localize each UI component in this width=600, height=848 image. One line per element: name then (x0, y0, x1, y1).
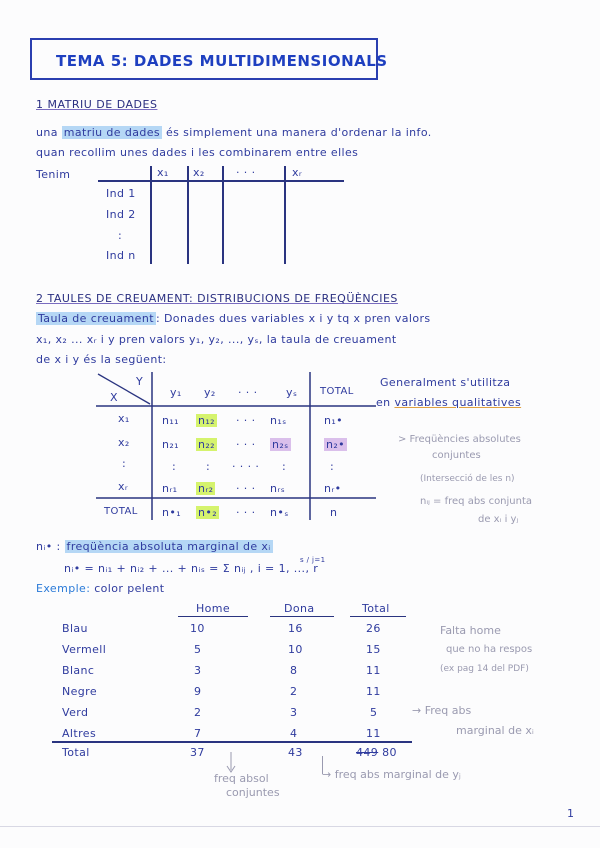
ex-total-total: 80 (382, 746, 397, 759)
sum-limits: s / j=1 (300, 556, 326, 564)
ex-cell: 11 (366, 664, 381, 677)
ex-cell: 9 (194, 685, 202, 698)
ct-cell-total-highlight: n₂• (326, 438, 346, 451)
note-falta-2: que no ha respos (446, 644, 533, 655)
ex-total-rule (52, 741, 412, 743)
note-falta-1: Falta home (440, 624, 501, 637)
ex-head-rule-home (178, 616, 248, 617)
ex-head-total: Total (362, 602, 390, 615)
ct-cell: : (206, 460, 211, 473)
side-note-line2 (376, 396, 521, 409)
example-subject: color pelent (94, 582, 165, 595)
ex-cell: 2 (194, 706, 202, 719)
ct-head-total: TOTAL (320, 386, 354, 397)
ex-cell: 7 (194, 727, 202, 740)
section2-intro-b: x₁, x₂ ... xᵣ i y pren valors y₁, y₂, ..., yₛ, la taula de creuament (36, 333, 397, 346)
freq-note-5: de xᵢ i yⱼ (478, 514, 519, 525)
ct-row-xr-label: xᵣ (118, 480, 129, 493)
example-line (36, 582, 164, 595)
ex-cell: 2 (290, 685, 298, 698)
page-number: 1 (567, 807, 574, 820)
ex-cell: 5 (194, 643, 202, 656)
ex-row-label: Blau (62, 622, 88, 635)
ex-total-dona: 43 (288, 746, 303, 759)
ex-head-rule-total (350, 616, 406, 617)
ex-total-home: 37 (190, 746, 205, 759)
freq-note-1: > Freqüències absolutes (398, 434, 521, 445)
section1-line1 (36, 126, 432, 139)
matrix-header-rule (98, 180, 344, 182)
ct-cell: · · · (236, 438, 256, 451)
section2-intro-a (36, 312, 431, 325)
side-note-line1: Generalment s'utilitza (380, 376, 511, 389)
example-label: Exemple: (36, 582, 91, 595)
ex-total-label: Total (62, 746, 90, 759)
corner-y: Y (136, 375, 144, 388)
ex-cell: 16 (288, 622, 303, 635)
ct-cell-highlight: n•₂ (198, 506, 218, 519)
ct-row-total-label: TOTAL (104, 506, 138, 517)
note-conjunta-2: conjuntes (226, 786, 280, 799)
ct-cell: n₁₁ (162, 414, 179, 427)
matriu-highlight: matriu de dades (63, 126, 161, 139)
matrix-row-ind2: Ind 2 (106, 208, 136, 221)
section1-heading: 1 MATRIU DE DADES (36, 98, 158, 111)
variables-qualitatives: variables qualitatives (394, 396, 522, 409)
ct-cell: : (172, 460, 177, 473)
ct-head-dots: · · · (238, 386, 258, 399)
ct-cell: nᵣₛ (270, 482, 286, 495)
taula-creuament-highlight: Taula de creuament (38, 312, 154, 325)
ct-cell: n•₁ (162, 506, 182, 519)
note-marginal-y: → freq abs marginal de yⱼ (322, 768, 461, 781)
def-term: nᵢ• : (36, 540, 61, 553)
note-falta-3: (ex pag 14 del PDF) (440, 664, 529, 674)
ct-cell: · · · (236, 414, 256, 427)
freq-note-2: conjuntes (432, 450, 481, 461)
ex-cell: 3 (194, 664, 202, 677)
matrix-row-dots: : (118, 229, 123, 242)
ct-cell: · · · (236, 482, 256, 495)
ct-cell: n•ₛ (270, 506, 289, 519)
ex-total-crossed (356, 746, 397, 759)
ex-cell: 8 (290, 664, 298, 677)
freq-note-3: (Intersecció de les n) (420, 474, 515, 484)
line1-end: és simplement una manera d'ordenar la info. (165, 126, 432, 139)
ex-row-label: Verd (62, 706, 89, 719)
ct-cell: : (330, 460, 335, 473)
definition-line (36, 540, 273, 553)
matrix-vline-3 (222, 166, 224, 264)
ct-cell-highlight: n₂₂ (198, 438, 215, 451)
formula: nᵢ• = nᵢ₁ + nᵢ₂ + ... + nᵢₛ = Σ nᵢⱼ , i = 1, ..., r (64, 562, 319, 575)
line1-start: una (36, 126, 58, 139)
ct-cell: · · · · (232, 460, 260, 473)
ct-cell: n₂₁ (162, 438, 179, 451)
ex-cell: 15 (366, 643, 381, 656)
ct-row-dots-label: : (122, 457, 127, 470)
ex-head-rule-dona (270, 616, 334, 617)
matrix-col-x1: x₁ (157, 166, 169, 179)
ct-cell-total: nᵣ• (324, 482, 342, 495)
note-conjunta-1: freq absol (214, 772, 269, 785)
intro-a-text: : Donades dues variables x i y tq x pren valors (155, 312, 431, 325)
ex-row-label: Altres (62, 727, 97, 740)
matrix-col-x2: x₂ (193, 166, 205, 179)
ct-cell: nᵣ₁ (162, 482, 178, 495)
matrix-vline-2 (187, 166, 189, 264)
ex-head-dona: Dona (284, 602, 315, 615)
ct-cell-highlight: n₂ₛ (272, 438, 289, 451)
ex-cell: 4 (290, 727, 298, 740)
crossed-value: 449 (356, 746, 379, 759)
page-title: TEMA 5: DADES MULTIDIMENSIONALS (56, 52, 388, 70)
ct-head-ys: yₛ (286, 386, 298, 399)
matrix-vline-4 (284, 166, 286, 264)
ex-row-label: Negre (62, 685, 98, 698)
matrix-vline-1 (150, 166, 152, 264)
ct-head-y1: y₁ (170, 386, 182, 399)
matrix-row-indn: Ind n (106, 249, 136, 262)
ct-cell: n₁ₛ (270, 414, 287, 427)
section2-heading: 2 TAULES DE CREUAMENT: DISTRIBUCIONS DE FREQÜÈNCIES (36, 292, 398, 305)
ct-cell-total: n₁• (324, 414, 344, 427)
ct-row-x2-label: x₂ (118, 436, 130, 449)
ex-head-home: Home (196, 602, 231, 615)
note-marginal-x-2: marginal de xᵢ (456, 724, 534, 737)
matrix-row-ind1: Ind 1 (106, 187, 136, 200)
ct-row-x1-label: x₁ (118, 412, 130, 425)
def-highlight: freqüència absoluta marginal de xᵢ (66, 540, 271, 553)
ex-cell: 5 (370, 706, 378, 719)
ex-row-label: Vermell (62, 643, 107, 656)
ex-cell: 11 (366, 727, 381, 740)
note-marginal-x-1: → Freq abs (412, 704, 472, 717)
matrix-col-xr: xᵣ (292, 166, 303, 179)
ex-cell: 10 (288, 643, 303, 656)
ex-row-label: Blanc (62, 664, 95, 677)
bottom-rule (0, 826, 600, 827)
freq-note-4: nᵢⱼ = freq abs conjunta (420, 496, 533, 507)
ct-head-y2: y₂ (204, 386, 216, 399)
arrow-down-icon (226, 752, 236, 774)
ex-cell: 26 (366, 622, 381, 635)
ex-cell: 11 (366, 685, 381, 698)
ex-cell: 3 (290, 706, 298, 719)
ct-cell: · · · (236, 506, 256, 519)
side-note-en: en (376, 396, 391, 409)
ct-cell: : (282, 460, 287, 473)
ct-cell-total: n (330, 506, 338, 519)
corner-x: X (110, 391, 118, 404)
section1-line2: quan recollim unes dades i les combinarem entre elles (36, 146, 359, 159)
tenim-label: Tenim (36, 168, 71, 181)
matrix-col-dots: · · · (236, 166, 256, 179)
ct-cell-highlight: n₁₂ (198, 414, 215, 427)
ex-cell: 10 (190, 622, 205, 635)
section2-intro-c: de x i y és la següent: (36, 353, 167, 366)
ct-cell-highlight: nᵣ₂ (198, 482, 214, 495)
